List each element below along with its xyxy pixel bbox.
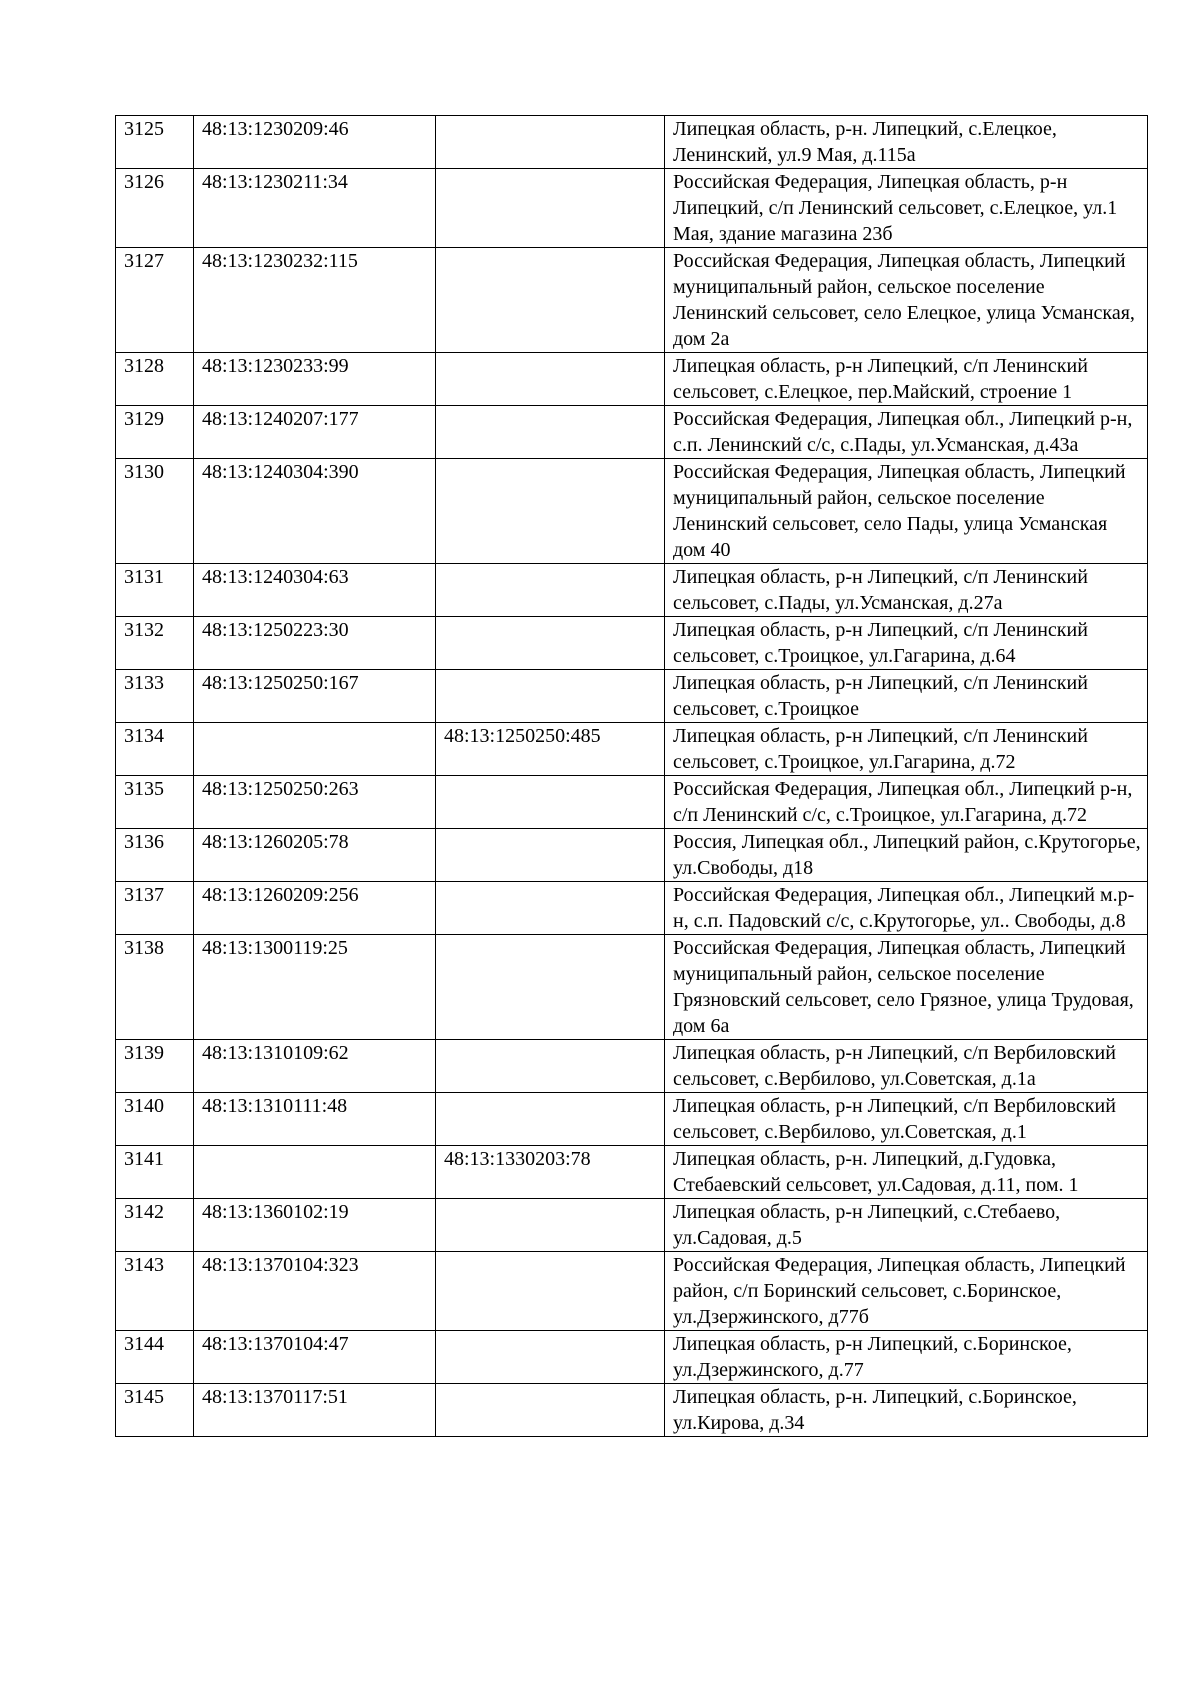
table-row bbox=[116, 459, 1148, 564]
row-number-cell: 3125 bbox=[116, 116, 194, 169]
cadastral-number-alt-cell bbox=[436, 617, 665, 670]
cadastral-number-alt-cell bbox=[436, 169, 665, 248]
row-number-cell: 3129 bbox=[116, 406, 194, 459]
cadastral-number-alt-cell bbox=[436, 1252, 665, 1331]
address-cell: Россия, Липецкая обл., Липецкий район, с.Крутогорье, ул.Свободы, д18 bbox=[665, 829, 1148, 882]
cadastral-number-cell: 48:13:1250250:167 bbox=[194, 670, 436, 723]
row-number-cell: 3140 bbox=[116, 1093, 194, 1146]
cadastral-number-cell: 48:13:1240207:177 bbox=[194, 406, 436, 459]
row-number-cell: 3144 bbox=[116, 1331, 194, 1384]
row-number-cell: 3138 bbox=[116, 935, 194, 1040]
cadastral-number-alt-cell: 48:13:1330203:78 bbox=[436, 1146, 665, 1199]
address-cell: Липецкая область, р-н. Липецкий, с.Елецкое, Ленинский, ул.9 Мая, д.115а bbox=[665, 116, 1148, 169]
cadastral-number-cell: 48:13:1230232:115 bbox=[194, 248, 436, 353]
address-cell: Российская Федерация, Липецкая обл., Липецкий м.р-н, с.п. Падовский с/с, с.Крутогорье, ул.. Свободы, д.8 bbox=[665, 882, 1148, 935]
table-row bbox=[116, 1093, 1148, 1146]
cadastral-number-alt-cell bbox=[436, 459, 665, 564]
address-cell: Липецкая область, р-н Липецкий, с/п Ленинский сельсовет, с.Пады, ул.Усманская, д.27а bbox=[665, 564, 1148, 617]
cadastral-number-alt-cell bbox=[436, 1199, 665, 1252]
cadastral-number-cell: 48:13:1240304:390 bbox=[194, 459, 436, 564]
cadastral-number-cell: 48:13:1310109:62 bbox=[194, 1040, 436, 1093]
row-number-cell: 3139 bbox=[116, 1040, 194, 1093]
address-cell: Липецкая область, р-н Липецкий, с/п Ленинский сельсовет, с.Елецкое, пер.Майский, строение 1 bbox=[665, 353, 1148, 406]
cadastral-number-cell: 48:13:1250223:30 bbox=[194, 617, 436, 670]
document-page bbox=[115, 115, 1147, 1437]
address-cell: Липецкая область, р-н Липецкий, с.Боринское, ул.Дзержинского, д.77 bbox=[665, 1331, 1148, 1384]
row-number-cell: 3143 bbox=[116, 1252, 194, 1331]
cadastral-number-alt-cell bbox=[436, 116, 665, 169]
table-row bbox=[116, 1199, 1148, 1252]
row-number-cell: 3136 bbox=[116, 829, 194, 882]
table-row bbox=[116, 1040, 1148, 1093]
table-row bbox=[116, 116, 1148, 169]
cadastral-number-cell: 48:13:1230233:99 bbox=[194, 353, 436, 406]
cadastral-number-cell: 48:13:1230209:46 bbox=[194, 116, 436, 169]
address-cell: Российская Федерация, Липецкая область, Липецкий муниципальный район, сельское поселение Ленинский сельсовет, село Елецкое, улица Усманская, дом 2а bbox=[665, 248, 1148, 353]
row-number-cell: 3134 bbox=[116, 723, 194, 776]
table-row bbox=[116, 1384, 1148, 1437]
row-number-cell: 3128 bbox=[116, 353, 194, 406]
address-cell: Липецкая область, р-н Липецкий, с/п Ленинский сельсовет, с.Троицкое, ул.Гагарина, д.72 bbox=[665, 723, 1148, 776]
row-number-cell: 3141 bbox=[116, 1146, 194, 1199]
address-cell: Липецкая область, р-н Липецкий, с/п Вербиловский сельсовет, с.Вербилово, ул.Советская, д.1а bbox=[665, 1040, 1148, 1093]
table-row bbox=[116, 1146, 1148, 1199]
table-row bbox=[116, 169, 1148, 248]
address-cell: Российская Федерация, Липецкая область, Липецкий район, с/п Боринский сельсовет, с.Боринское, ул.Дзержинского, д77б bbox=[665, 1252, 1148, 1331]
table-body bbox=[116, 116, 1148, 1437]
row-number-cell: 3142 bbox=[116, 1199, 194, 1252]
address-cell: Липецкая область, р-н Липецкий, с/п Ленинский сельсовет, с.Троицкое, ул.Гагарина, д.64 bbox=[665, 617, 1148, 670]
table-row bbox=[116, 564, 1148, 617]
cadastral-number-alt-cell bbox=[436, 1040, 665, 1093]
cadastral-number-alt-cell bbox=[436, 935, 665, 1040]
row-number-cell: 3131 bbox=[116, 564, 194, 617]
cadastral-number-cell: 48:13:1260209:256 bbox=[194, 882, 436, 935]
row-number-cell: 3133 bbox=[116, 670, 194, 723]
cadastral-number-alt-cell bbox=[436, 882, 665, 935]
address-cell: Российская Федерация, Липецкая область, Липецкий муниципальный район, сельское поселение Грязновский сельсовет, село Грязное, улица Трудовая, дом 6а bbox=[665, 935, 1148, 1040]
cadastral-number-cell: 48:13:1260205:78 bbox=[194, 829, 436, 882]
cadastral-number-cell: 48:13:1300119:25 bbox=[194, 935, 436, 1040]
cadastral-number-cell: 48:13:1370104:47 bbox=[194, 1331, 436, 1384]
cadastral-number-alt-cell bbox=[436, 248, 665, 353]
table-row bbox=[116, 353, 1148, 406]
cadastral-number-alt-cell bbox=[436, 1384, 665, 1437]
cadastral-number-alt-cell bbox=[436, 1331, 665, 1384]
cadastral-number-cell bbox=[194, 1146, 436, 1199]
address-cell: Российская Федерация, Липецкая обл., Липецкий р-н, с/п Ленинский с/с, с.Троицкое, ул.Гагарина, д.72 bbox=[665, 776, 1148, 829]
address-cell: Липецкая область, р-н Липецкий, с/п Вербиловский сельсовет, с.Вербилово, ул.Советская, д.1 bbox=[665, 1093, 1148, 1146]
cadastral-number-cell: 48:13:1240304:63 bbox=[194, 564, 436, 617]
cadastral-number-alt-cell bbox=[436, 829, 665, 882]
table-row bbox=[116, 248, 1148, 353]
row-number-cell: 3130 bbox=[116, 459, 194, 564]
cadastral-number-cell: 48:13:1310111:48 bbox=[194, 1093, 436, 1146]
address-cell: Российская Федерация, Липецкая обл., Липецкий р-н, с.п. Ленинский с/с, с.Пады, ул.Усманская, д.43а bbox=[665, 406, 1148, 459]
cadastral-number-cell bbox=[194, 723, 436, 776]
row-number-cell: 3135 bbox=[116, 776, 194, 829]
address-cell: Российская Федерация, Липецкая область, Липецкий муниципальный район, сельское поселение Ленинский сельсовет, село Пады, улица Усманская дом 40 bbox=[665, 459, 1148, 564]
table-row bbox=[116, 617, 1148, 670]
table-row bbox=[116, 935, 1148, 1040]
cadastral-number-alt-cell bbox=[436, 670, 665, 723]
table-row bbox=[116, 882, 1148, 935]
row-number-cell: 3132 bbox=[116, 617, 194, 670]
cadastral-number-alt-cell bbox=[436, 1093, 665, 1146]
address-cell: Липецкая область, р-н Липецкий, с.Стебаево, ул.Садовая, д.5 bbox=[665, 1199, 1148, 1252]
row-number-cell: 3137 bbox=[116, 882, 194, 935]
row-number-cell: 3127 bbox=[116, 248, 194, 353]
table-row bbox=[116, 1252, 1148, 1331]
cadastral-number-cell: 48:13:1250250:263 bbox=[194, 776, 436, 829]
cadastral-number-alt-cell: 48:13:1250250:485 bbox=[436, 723, 665, 776]
table-row bbox=[116, 829, 1148, 882]
cadastral-number-alt-cell bbox=[436, 406, 665, 459]
cadastral-number-alt-cell bbox=[436, 353, 665, 406]
cadastral-number-alt-cell bbox=[436, 564, 665, 617]
address-cell: Липецкая область, р-н. Липецкий, с.Боринское, ул.Кирова, д.34 bbox=[665, 1384, 1148, 1437]
table-row bbox=[116, 1331, 1148, 1384]
cadastral-number-cell: 48:13:1370117:51 bbox=[194, 1384, 436, 1437]
address-cell: Липецкая область, р-н. Липецкий, д.Гудовка, Стебаевский сельсовет, ул.Садовая, д.11, пом. 1 bbox=[665, 1146, 1148, 1199]
address-cell: Российская Федерация, Липецкая область, р-н Липецкий, с/п Ленинский сельсовет, с.Елецкое, ул.1 Мая, здание магазина 23б bbox=[665, 169, 1148, 248]
table-row bbox=[116, 776, 1148, 829]
cadastral-number-cell: 48:13:1230211:34 bbox=[194, 169, 436, 248]
cadastral-number-cell: 48:13:1370104:323 bbox=[194, 1252, 436, 1331]
cadastral-number-cell: 48:13:1360102:19 bbox=[194, 1199, 436, 1252]
row-number-cell: 3126 bbox=[116, 169, 194, 248]
property-register-table bbox=[115, 115, 1148, 1437]
row-number-cell: 3145 bbox=[116, 1384, 194, 1437]
cadastral-number-alt-cell bbox=[436, 776, 665, 829]
table-row bbox=[116, 670, 1148, 723]
table-row bbox=[116, 723, 1148, 776]
address-cell: Липецкая область, р-н Липецкий, с/п Ленинский сельсовет, с.Троицкое bbox=[665, 670, 1148, 723]
table-row bbox=[116, 406, 1148, 459]
